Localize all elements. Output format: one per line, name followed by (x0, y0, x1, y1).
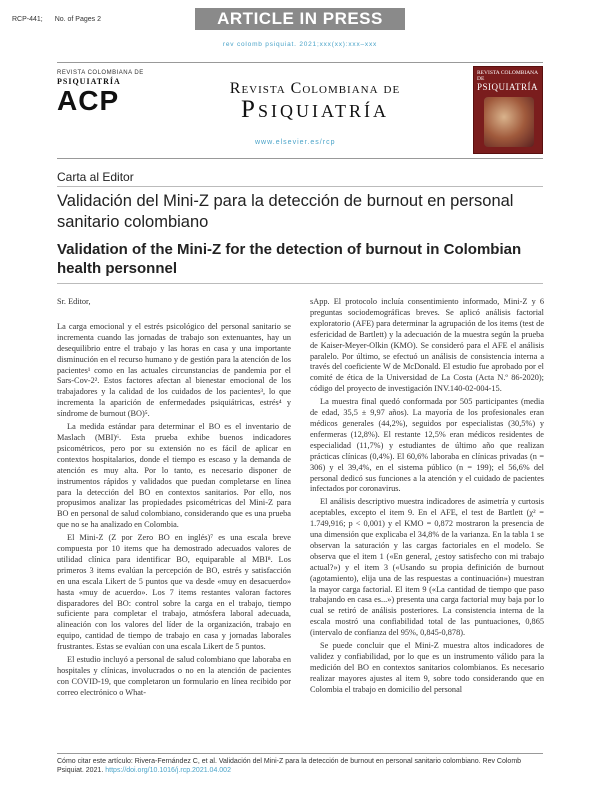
journal-url-link[interactable]: www.elsevier.es/rcp (255, 139, 336, 146)
article-title-english: Validation of the Mini-Z for the detection of burnout in Colombian health personnel (57, 241, 522, 277)
logo-line1: REVISTA COLOMBIANA DE (57, 70, 144, 76)
journal-title-line2: Psiquiatría (241, 96, 389, 123)
doi-link[interactable]: https://doi.org/10.1016/j.rcp.2021.04.002 (105, 767, 231, 774)
body-column-right (310, 297, 544, 698)
paragraph: La carga emocional y el estrés psicológico del personal sanitario se incrementa cuando las jornadas de trabajo son extenuantes, hay un desequilibrio entre el trabajo y las horas en casa y una importante disminución en el recurso humano y de gestión para la atención de los pacientes¹ como en las actuales circunstancias de pandemia por el Sars-Cov-2². Estos factores afectan al bienestar emocional de los trabajadores y la calidad de los cuidados de los pacientes³, lo que incrementa la aparición de enfermedades psiquiátricas, estrés⁴ y síndrome de burnout (BO)⁵. (57, 321, 291, 419)
header-divider (57, 62, 543, 63)
paragraph: El estudio incluyó a personal de salud colombiano que laboraba en hospitales y clínicas, involucrados o no en la atención de pacientes con COVID-19, que completaron un formulario en línea recibido por correo electrónico o What- (57, 655, 291, 697)
article-in-press-banner: ARTICLE IN PRESS (195, 8, 405, 30)
citation-text: Cómo citar este artículo: Rivera-Fernández C, et al. Validación del Mini-Z para la detección de burnout en personal sanitario colombiano. Rev Colomb Psiquiat. 2021. (57, 758, 522, 774)
paragraph: La muestra final quedó conformada por 505 participantes (media de edad, 35,5 ± 9,97 años). La mayoría de los profesionales eran médicos generales (44,2%), seguidos por especialistas (30,5%) y enfermeras (12,8%). El restante 12,5% eran médicos residentes de especialidad (11,7%) y estudiantes de último año que realizan prácticas clínicas (0,4%). El 60,6% laboraba en clínicas privadas (n = 306) y el 39,4%, en el sistema público (n = 199); el 56,6% del personal dedicó sus funciones a la atención y el cuidado de pacientes infectados por coronavirus. (310, 397, 544, 494)
article-ref-code: RCP-441; (12, 16, 43, 23)
page-count: No. of Pages 2 (54, 16, 101, 23)
paragraph: El Mini-Z (Z por Zero BO en inglés)⁷ es una escala breve compuesta por 10 items que ha demostrado adecuados valores de utilidad clínica para identificar BO, equiparable al MBI⁸. Los primeros 3 items evalúan la percepción de BO, estrés y satisfacción en una escala Likert de 5 puntos que va desde «muy en desacuerdo» hasta «muy de acuerdo». Los 7 items restantes valoran factores disparadores del BO: control sobre la carga en el trabajo, tiempo suficiente para completar el trabajo, atmósfera laboral adecuada, alineación con los valores del líder de la organización, trabajo en equipo, cantidad de tiempo de trabajo en casa y jornadas laborales frustrantes. Estas se evalúan con una escala Likert de 5 puntos. (57, 533, 291, 652)
article-reference (12, 16, 111, 23)
cover-small-title: REVISTA COLOMBIANA DE (477, 70, 538, 82)
paragraph: Se puede concluir que el Mini-Z muestra altos indicadores de validez y confiabilidad, por lo que es un instrumento válido para la medición del BO en contextos sanitarios colombianos. Es necesario realizar mayores ajustes al item 9, sobre todo considerando que en Colombia el trabajo en domicilio del personal (310, 641, 544, 694)
journal-cover-thumbnail (473, 66, 543, 154)
top-bar (0, 0, 600, 30)
journal-citation: rev colomb psiquiat. 2021;xxx(xx):xxx–xxx (222, 41, 378, 48)
logo-line2: PSIQUIATRÍA (57, 77, 121, 86)
cover-big-title: PSIQUIATRÍA (477, 82, 539, 92)
body-column-left (57, 297, 291, 701)
cover-artwork (484, 97, 534, 147)
section-label: Carta al Editor (57, 170, 134, 184)
journal-title (200, 80, 430, 124)
paragraph: El análisis descriptivo muestra indicadores de asimetría y curtosis aceptables, excepto el item 9. En el AFE, el test de Bartlett (χ² = 1.749,916; p < 0,001) y el KMO = 0,872 mostraron la presencia de una dimensión que explicaba el 34,8% de la varianza. En la tabla 1 se observan la saturación y las cargas factoriales en el modelo. Se observa que el item 1 («En general, ¿estoy satisfecho con mi trabajo actual?») y el item 3 («Usando su propia definición de burnout (agotamiento), elija una de las respuestas a continuación») muestran la mayor carga factorial. El item 9 («La cantidad de tiempo que paso trabajando en casa es...») presenta una carga factorial muy baja por lo cual se retiró de análisis posteriores. La consistencia interna de la escala mostró una confiabilidad total de las puntuaciones, 0,865 (intervalo de confianza del 95%, 0,845-0,878). (310, 497, 544, 638)
section-divider (57, 186, 543, 187)
acp-logo (57, 70, 147, 140)
masthead-divider (57, 158, 543, 159)
title-divider (57, 283, 543, 284)
paragraph: La medida estándar para determinar el BO es el inventario de Maslach (MBI)⁶. Esta prueba exhibe buenos indicadores psicométricos, pero por su extensión no es fácil de aplicar en contextos hospitalarios, donde el tiempo es escaso y la demanda de atención es muy alta. Por lo tanto, es necesario disponer de instrumentos rápidos y validados que puedan completarse en línea para la detección del BO en contextos sanitarios. Por ello, nos propusimos analizar las propiedades psicométricas del Mini-Z para BO en personal de salud colombiano, considerando que es una prueba que no se ha analizado en Colombia. (57, 422, 291, 530)
logo-acronym: ACP (57, 85, 120, 116)
salutation: Sr. Editor, (57, 297, 91, 306)
citation-footer (57, 753, 543, 775)
article-title-spanish: Validación del Mini-Z para la detección de burnout en personal sanitario colombiano (57, 192, 514, 231)
journal-title-line1: Revista Colombiana de (229, 80, 401, 97)
paragraph: sApp. El protocolo incluía consentimiento informado, Mini-Z y 6 preguntas sociodemográficas breves. Se aplicó análisis factorial exploratorio (AFE) para determinar la agrupación de los items (test de esfericidad de Bartlett) y la adecuación de la muestra según la prueba de Kaiser-Meyer-Olkin (KMO). Se consideró para el AFE el análisis paralelo. Por último, se efectuó un análisis de consistencia interna a través del coeficiente W de McDonald. El estudio fue aprobado por el comité de ética de la Universidad de La Costa (Acta N.º 86-2020); código del proyecto de investigación INV.140-02-004-15. (310, 297, 544, 394)
